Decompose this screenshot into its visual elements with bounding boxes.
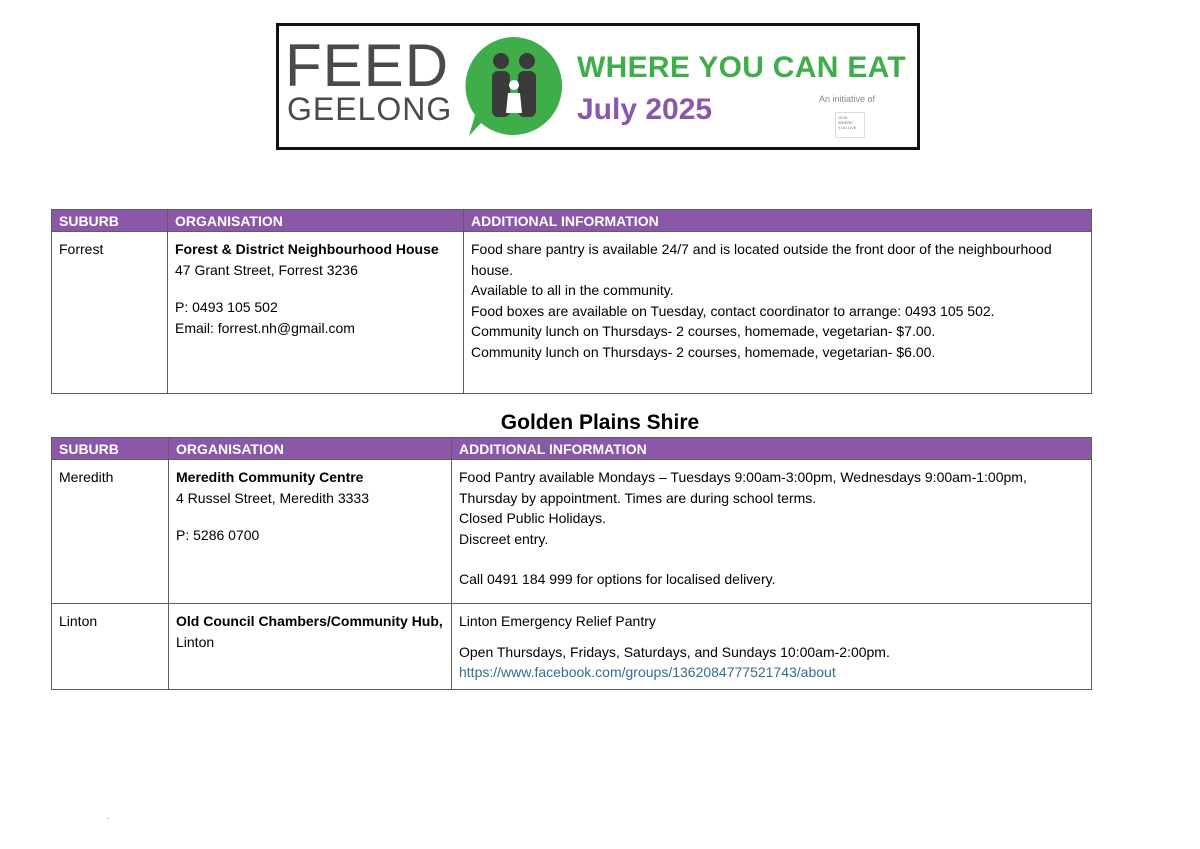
table-row bbox=[52, 460, 1092, 604]
banner-feed-text: FEED bbox=[285, 32, 450, 99]
feed-geelong-banner bbox=[276, 23, 920, 150]
give-where-you-live-logo: GIVE WHERE YOU LIVE bbox=[835, 112, 865, 138]
forrest-table bbox=[51, 209, 1092, 394]
footer-dot: . bbox=[107, 812, 110, 821]
organisation-cell bbox=[168, 232, 464, 394]
suburb-cell: Linton bbox=[52, 604, 169, 690]
info-line: Linton Emergency Relief Pantry bbox=[459, 613, 656, 629]
banner-headline: WHERE YOU CAN EAT bbox=[577, 51, 907, 84]
organisation-name: Meredith Community Centre bbox=[176, 469, 364, 485]
additional-info-cell bbox=[464, 232, 1092, 394]
banner-month: July 2025 bbox=[577, 93, 713, 126]
suburb-cell: Meredith bbox=[52, 460, 169, 604]
organisation-address: 4 Russel Street, Meredith 3333 bbox=[176, 489, 369, 506]
table-row bbox=[52, 604, 1092, 690]
table-header-row bbox=[52, 438, 1092, 460]
organisation-cell bbox=[169, 460, 452, 604]
header-organisation: ORGANISATION bbox=[168, 210, 464, 232]
info-line: Discreet entry. bbox=[459, 530, 549, 547]
suburb-cell: Forrest bbox=[52, 232, 168, 394]
info-line: Food boxes are available on Tuesday, contact coordinator to arrange: 0493 105 502. bbox=[471, 302, 995, 319]
header-organisation: ORGANISATION bbox=[169, 438, 452, 460]
header-additional-info: ADDITIONAL INFORMATION bbox=[464, 210, 1092, 232]
organisation-name: Forest & District Neighbourhood House bbox=[175, 241, 439, 257]
banner-geelong-text: GEELONG bbox=[287, 91, 453, 127]
organisation-email: Email: forrest.nh@gmail.com bbox=[175, 319, 355, 336]
organisation-address: Linton bbox=[176, 633, 215, 650]
family-logo-icon bbox=[461, 33, 567, 139]
organisation-name: Old Council Chambers/Community Hub, bbox=[176, 613, 443, 629]
facebook-group-link[interactable]: https://www.facebook.com/groups/1362084777521743/about bbox=[459, 664, 836, 680]
organisation-phone: P: 5286 0700 bbox=[176, 527, 260, 543]
additional-info-cell bbox=[452, 460, 1092, 604]
info-line: Community lunch on Thursdays- 2 courses, homemade, vegetarian- $6.00. bbox=[471, 343, 936, 360]
info-line: Available to all in the community. bbox=[471, 282, 674, 298]
header-suburb: SUBURB bbox=[52, 438, 169, 460]
table-header-row bbox=[52, 210, 1092, 232]
header-suburb: SUBURB bbox=[52, 210, 168, 232]
additional-info-cell bbox=[452, 604, 1092, 690]
header-additional-info: ADDITIONAL INFORMATION bbox=[452, 438, 1092, 460]
info-line: Call 0491 184 999 for options for localised delivery. bbox=[459, 571, 776, 587]
banner-initiative: An initiative of bbox=[819, 94, 876, 104]
table-row bbox=[52, 232, 1092, 394]
section-title: Golden Plains Shire bbox=[500, 411, 700, 434]
info-line: Food Pantry available Mondays – Tuesdays 9:00am-3:00pm, Wednesdays 9:00am-1:00pm, Thursday by appointment. Times are during school terms. bbox=[459, 469, 1027, 506]
info-line: Food share pantry is available 24/7 and is located outside the front door of the neighbourhood house. bbox=[471, 241, 1052, 278]
golden-plains-table bbox=[51, 437, 1092, 690]
organisation-cell bbox=[169, 604, 452, 690]
info-line: Open Thursdays, Fridays, Saturdays, and Sundays 10:00am-2:00pm. bbox=[459, 643, 890, 660]
organisation-address: 47 Grant Street, Forrest 3236 bbox=[175, 261, 358, 278]
info-line: Closed Public Holidays. bbox=[459, 510, 607, 526]
organisation-phone: P: 0493 105 502 bbox=[175, 299, 278, 315]
info-line: Community lunch on Thursdays- 2 courses, homemade, vegetarian- $7.00. bbox=[471, 323, 936, 339]
